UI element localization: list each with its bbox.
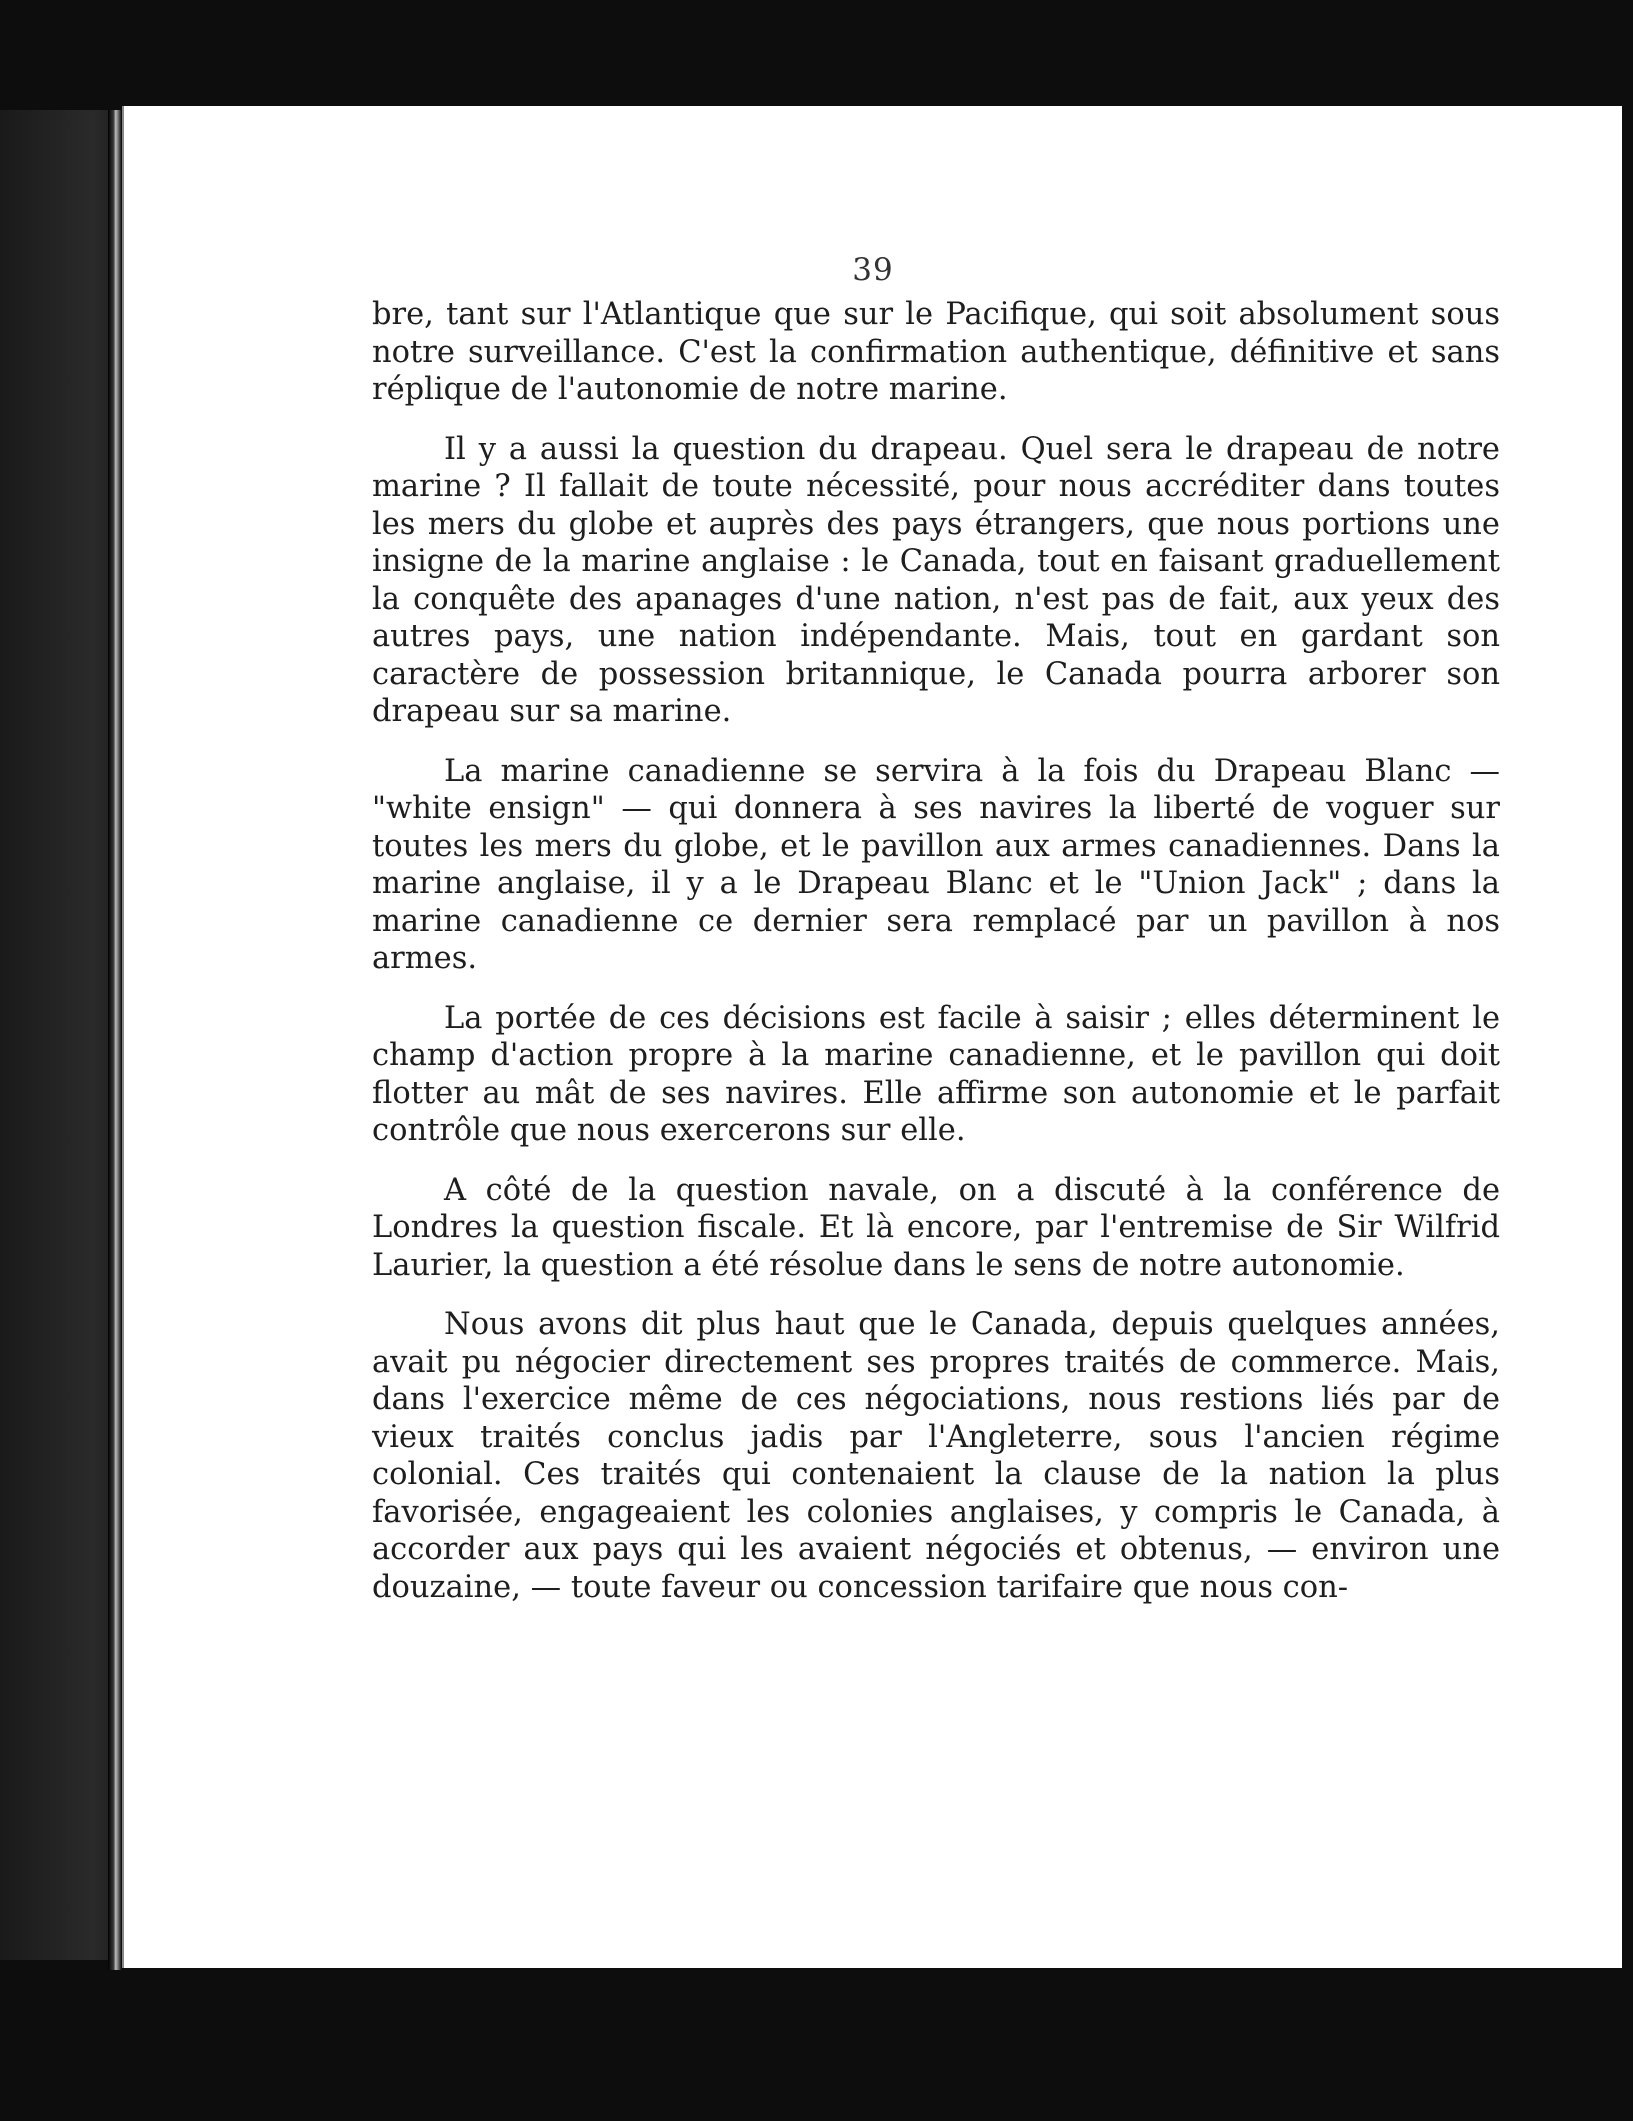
body-text (372, 296, 1500, 1606)
paragraph-1: bre, tant sur l'Atlantique que sur le Pacifique, qui soit absolument sous notre surveillance. C'est la confirmation authentique, définitive et sans réplique de l'autonomie de notre marine. (372, 297, 1500, 407)
paragraph-5: A côté de la question navale, on a discuté à la conférence de Londres la question fiscale. Et là encore, par l'entremise de Sir Wilfrid Laurier, la question a été résolue dans le sens de notre autonomie. (372, 1172, 1500, 1283)
scanned-page (122, 106, 1622, 1968)
paragraph-3: La marine canadienne se servira à la fois du Drapeau Blanc — "white ensign" — qui donnera à ses navires la liberté de voguer sur toutes les mers du globe, et le pavillon aux armes canadiennes. Dans la marine anglaise, il y a le Drapeau Blanc et le "Union Jack" ; dans la marine canadienne ce dernier sera remplacé par un pavillon à nos armes. (372, 753, 1500, 976)
page-number: 39 (852, 252, 894, 288)
paragraph-4: La portée de ces décisions est facile à saisir ; elles déterminent le champ d'action propre à la marine canadienne, et le pavillon qui doit flotter au mât de ses navires. Elle affirme son autonomie et le parfait contrôle que nous exercerons sur elle. (372, 1000, 1500, 1148)
paragraph-2: Il y a aussi la question du drapeau. Quel sera le drapeau de notre marine ? Il fallait de toute nécessité, pour nous accréditer dans toutes les mers du globe et auprès des pays étrangers, que nous portions une insigne de la marine anglaise : le Canada, tout en faisant graduellement la conquête des apanages d'une nation, n'est pas de fait, aux yeux des autres pays, une nation indépendante. Mais, tout en gardant son caractère de possession britannique, le Canada pourra arborer son drapeau sur sa marine. (372, 431, 1500, 729)
paragraph-6: Nous avons dit plus haut que le Canada, depuis quelques années, avait pu négocier directement ses propres traités de commerce. Mais, dans l'exercice même de ces négociations, nous restions liés par de vieux traités conclus jadis par l'Angleterre, sous l'ancien régime colonial. Ces traités qui contenaient la clause de la nation la plus favorisée, engageaient les colonies anglaises, y compris le Canada, à accorder aux pays qui les avaient négociés et obtenus, — environ une douzaine, — toute faveur ou concession tarifaire que nous con- (372, 1307, 1500, 1605)
book-spine (108, 110, 122, 1970)
